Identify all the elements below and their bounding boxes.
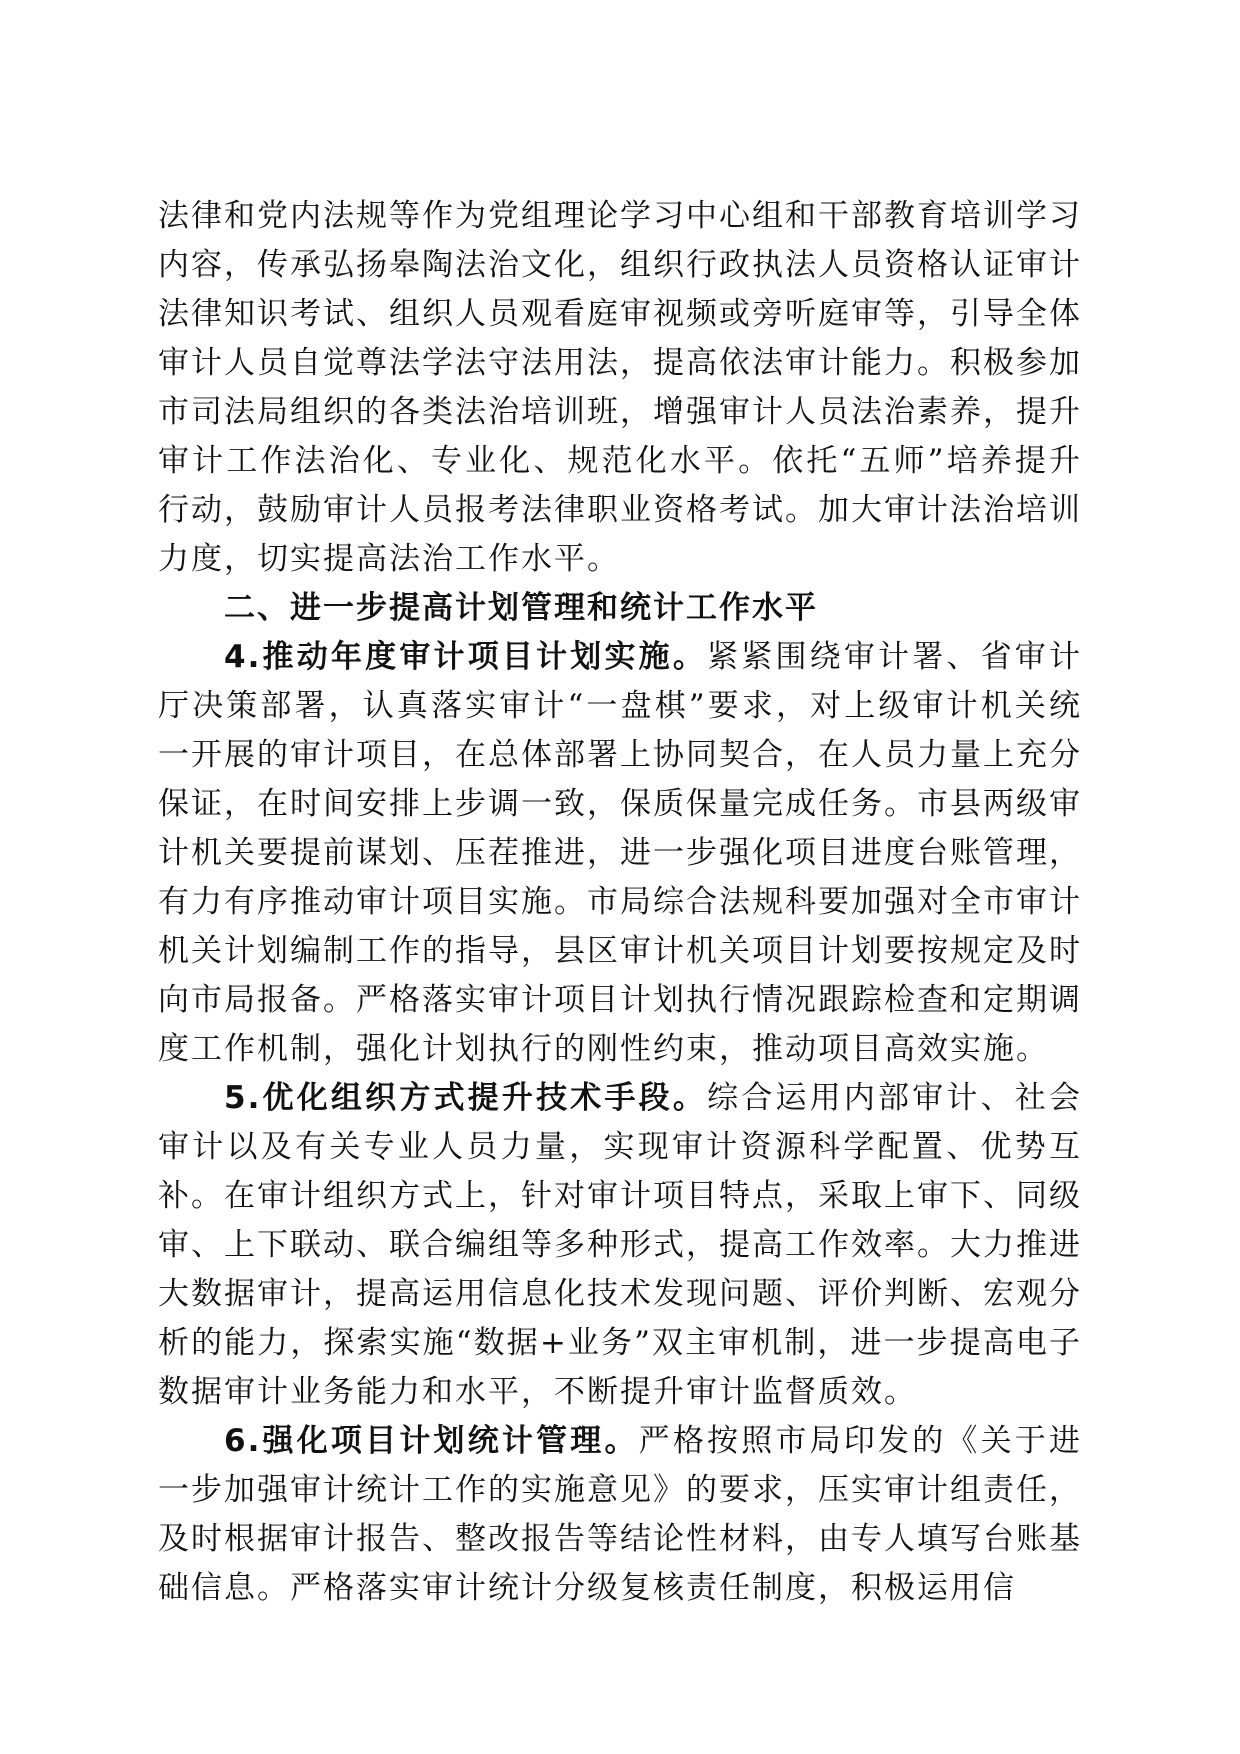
item-5-body: 综合运用内部审计、社会审计以及有关专业人员力量，实现审计资源科学配置、优势互补。在审计组织方式上，针对审计项目特点，采取上审下、同级审、上下联动、联合编组等多种形式，提高工作效率。大力推进大数据审计，提高运用信息化技术发现问题、评价判断、宏观分析的能力，探索实施“数据+业务”双主审机制，进一步提高电子数据审计业务能力和水平，不断提升审计监督质效。 bbox=[158, 1080, 1082, 1410]
item-6-title: 6.强化项目计划统计管理。 bbox=[224, 1423, 639, 1459]
item-5-paragraph bbox=[158, 1074, 1082, 1417]
section-heading-planning-statistics: 二、进一步提高计划管理和统计工作水平 bbox=[224, 590, 818, 626]
item-5-title: 5.优化组织方式提升技术手段。 bbox=[224, 1080, 708, 1116]
item-4-title: 4.推动年度审计项目计划实施。 bbox=[224, 639, 708, 675]
item-4-body: 紧紧围绕审计署、省审计厅决策部署，认真落实审计“一盘棋”要求，对上级审计机关统一开展的审计项目，在总体部署上协同契合，在人员力量上充分保证，在时间安排上步调一致，保质保量完成任务。市县两级审计机关要提前谋划、压茬推进，进一步强化项目进度台账管理，有力有序推动审计项目实施。市局综合法规科要加强对全市审计机关计划编制工作的指导，县区审计机关项目计划要按规定及时向市局报备。严格落实审计项目计划执行情况跟踪检查和定期调度工作机制，强化计划执行的刚性约束，推动项目高效实施。 bbox=[158, 639, 1082, 1067]
document-body bbox=[158, 192, 1082, 1613]
item-4-paragraph bbox=[158, 633, 1082, 1074]
paragraph-legal-training: 法律和党内法规等作为党组理论学习中心组和干部教育培训学习内容，传承弘扬皋陶法治文化，组织行政执法人员资格认证审计法律知识考试、组织人员观看庭审视频或旁听庭审等，引导全体审计人员自觉尊法学法守法用法，提高依法审计能力。积极参加市司法局组织的各类法治培训班，增强审计人员法治素养，提升审计工作法治化、专业化、规范化水平。依托“五师”培养提升行动，鼓励审计人员报考法律职业资格考试。加大审计法治培训力度，切实提高法治工作水平。 bbox=[158, 198, 1082, 577]
item-6-paragraph bbox=[158, 1417, 1082, 1613]
item-6-body: 严格按照市局印发的《关于进一步加强审计统计工作的实施意见》的要求，压实审计组责任，及时根据审计报告、整改报告等结论性材料，由专人填写台账基础信息。严格落实审计统计分级复核责任制度，积极运用信 bbox=[158, 1423, 1082, 1606]
